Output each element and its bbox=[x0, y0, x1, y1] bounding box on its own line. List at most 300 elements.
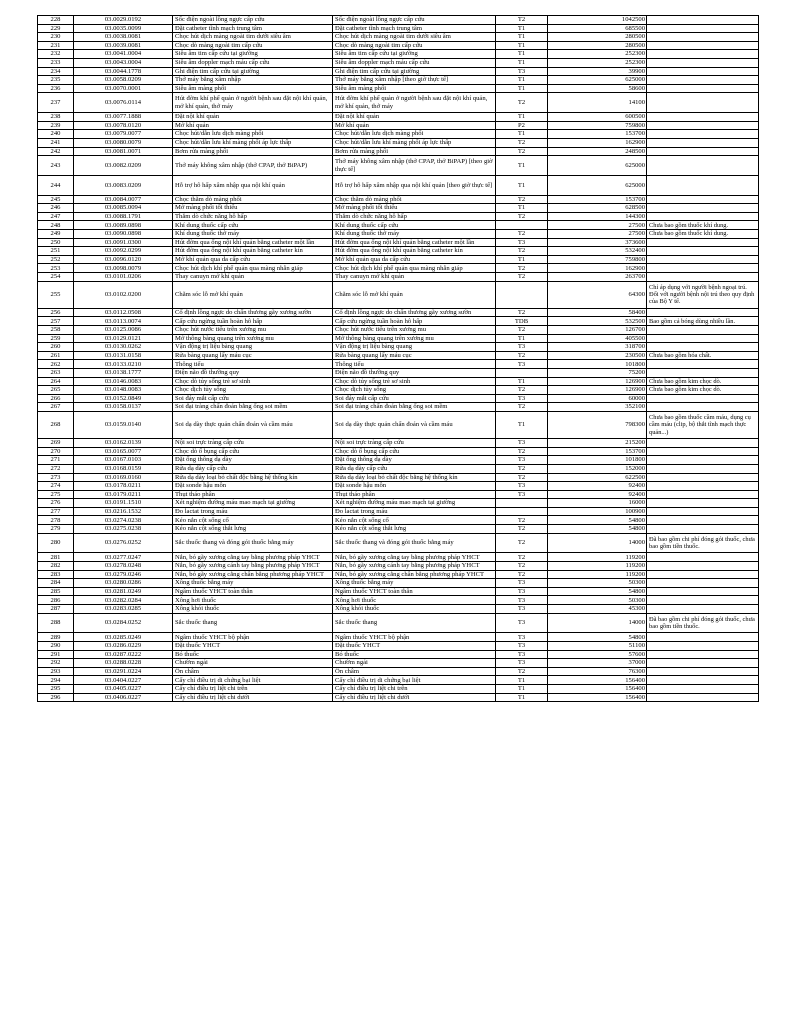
service-grade: T2 bbox=[496, 308, 548, 317]
service-price: 126700 bbox=[548, 326, 647, 335]
service-code: 03.0081.0071 bbox=[74, 147, 173, 156]
service-grade: T1 bbox=[496, 684, 548, 693]
service-grade: T3 bbox=[496, 456, 548, 465]
service-name-detail: Kéo nắn cột sống cổ bbox=[333, 516, 496, 525]
service-note bbox=[647, 684, 759, 693]
service-grade: T2 bbox=[496, 16, 548, 25]
service-name-detail: Thở máy không xâm nhập (thở CPAP, thở BiPAP) [theo giờ thực tế] bbox=[333, 156, 496, 176]
row-number: 280 bbox=[38, 533, 74, 553]
table-row bbox=[38, 230, 759, 239]
service-name-detail: Hút đờm qua ống nội khí quản bằng catheter một lần bbox=[333, 238, 496, 247]
service-note: Chưa bao gồm kim chọc dò. bbox=[647, 386, 759, 395]
table-row bbox=[38, 439, 759, 448]
service-grade: T1 bbox=[496, 204, 548, 213]
service-price: 100900 bbox=[548, 507, 647, 516]
service-name-detail: Ghi điện tim cấp cứu tại giường bbox=[333, 67, 496, 76]
service-name: Soi dạ dày thực quản chẩn đoán và cầm máu bbox=[173, 411, 333, 438]
service-price: 50300 bbox=[548, 579, 647, 588]
table-row bbox=[38, 58, 759, 67]
row-number: 244 bbox=[38, 175, 74, 195]
service-code: 03.0085.0094 bbox=[74, 204, 173, 213]
service-price: 27500 bbox=[548, 230, 647, 239]
row-number: 292 bbox=[38, 659, 74, 668]
service-code: 03.0159.0140 bbox=[74, 411, 173, 438]
row-number: 294 bbox=[38, 676, 74, 685]
row-number: 276 bbox=[38, 499, 74, 508]
table-row bbox=[38, 147, 759, 156]
service-code: 03.0281.0249 bbox=[74, 587, 173, 596]
service-code: 03.0035.0099 bbox=[74, 24, 173, 33]
row-number: 284 bbox=[38, 579, 74, 588]
service-note bbox=[647, 147, 759, 156]
service-name-detail: Bó thuốc bbox=[333, 650, 496, 659]
service-grade: T2 bbox=[496, 553, 548, 562]
service-code: 03.0098.0079 bbox=[74, 264, 173, 273]
service-name: Kéo nắn cột sống cổ bbox=[173, 516, 333, 525]
service-grade: T1 bbox=[496, 156, 548, 176]
service-note bbox=[647, 156, 759, 176]
service-name-detail: Chọc dò màng ngoài tim cấp cứu bbox=[333, 41, 496, 50]
table-row bbox=[38, 553, 759, 562]
row-number: 248 bbox=[38, 221, 74, 230]
table-row bbox=[38, 138, 759, 147]
row-number: 274 bbox=[38, 482, 74, 491]
service-code: 03.0076.0114 bbox=[74, 93, 173, 113]
service-grade: T3 bbox=[496, 67, 548, 76]
table-row bbox=[38, 403, 759, 412]
service-grade: T1 bbox=[496, 411, 548, 438]
service-price: 1042500 bbox=[548, 16, 647, 25]
table-row bbox=[38, 175, 759, 195]
service-code: 03.0058.0209 bbox=[74, 76, 173, 85]
service-name-detail: Ngâm thuốc YHCT bộ phận bbox=[333, 633, 496, 642]
table-row bbox=[38, 156, 759, 176]
service-name-detail: Soi dạ dày thực quản chẩn đoán và cầm máu bbox=[333, 411, 496, 438]
service-code: 03.0286.0229 bbox=[74, 642, 173, 651]
service-name-detail: Ngâm thuốc YHCT toàn thân bbox=[333, 587, 496, 596]
service-code: 03.0029.0192 bbox=[74, 16, 173, 25]
row-number: 241 bbox=[38, 138, 74, 147]
service-grade bbox=[496, 221, 548, 230]
service-note bbox=[647, 439, 759, 448]
row-number: 243 bbox=[38, 156, 74, 176]
service-name-detail: Hỗ trợ hô hấp xâm nhập qua nội khí quản [theo giờ thực tế] bbox=[333, 175, 496, 195]
service-price: 75200 bbox=[548, 368, 647, 377]
service-price: 625000 bbox=[548, 175, 647, 195]
service-grade: T3 bbox=[496, 439, 548, 448]
row-number: 259 bbox=[38, 334, 74, 343]
service-note bbox=[647, 50, 759, 59]
service-grade: T2 bbox=[496, 473, 548, 482]
service-grade: T2 bbox=[496, 247, 548, 256]
service-note bbox=[647, 490, 759, 499]
table-row bbox=[38, 130, 759, 139]
table-row bbox=[38, 684, 759, 693]
row-number: 266 bbox=[38, 394, 74, 403]
table-row bbox=[38, 281, 759, 308]
service-code: 03.0167.0103 bbox=[74, 456, 173, 465]
service-grade: T1 bbox=[496, 58, 548, 67]
service-name-detail: Thay canuyn mở khí quản bbox=[333, 273, 496, 282]
table-row bbox=[38, 308, 759, 317]
row-number: 247 bbox=[38, 212, 74, 221]
row-number: 270 bbox=[38, 447, 74, 456]
table-row bbox=[38, 562, 759, 571]
service-name: Sắc thuốc thang bbox=[173, 613, 333, 633]
row-number: 278 bbox=[38, 516, 74, 525]
service-grade: T1 bbox=[496, 130, 548, 139]
service-price: 126900 bbox=[548, 386, 647, 395]
service-code: 03.0039.0081 bbox=[74, 41, 173, 50]
service-name: Thở máy không xâm nhập (thở CPAP, thở BiPAP) bbox=[173, 156, 333, 176]
service-note bbox=[647, 507, 759, 516]
service-name-detail: Thụt tháo phân bbox=[333, 490, 496, 499]
service-grade: T1 bbox=[496, 175, 548, 195]
service-note: Đã bao gồm chi phí đóng gói thuốc, chưa bao gồm tiền thuốc. bbox=[647, 533, 759, 553]
service-code: 03.0285.0249 bbox=[74, 633, 173, 642]
service-code: 03.0277.0247 bbox=[74, 553, 173, 562]
table-row bbox=[38, 587, 759, 596]
table-row bbox=[38, 464, 759, 473]
table-row bbox=[38, 84, 759, 93]
service-price: 759800 bbox=[548, 121, 647, 130]
service-grade: T2 bbox=[496, 230, 548, 239]
service-note bbox=[647, 403, 759, 412]
table-row bbox=[38, 499, 759, 508]
service-code: 03.0178.0211 bbox=[74, 482, 173, 491]
service-name-detail: Sắc thuốc thang và đóng gói thuốc bằng máy bbox=[333, 533, 496, 553]
service-code: 03.0089.0898 bbox=[74, 221, 173, 230]
service-note bbox=[647, 482, 759, 491]
service-price: 119200 bbox=[548, 553, 647, 562]
service-note bbox=[647, 255, 759, 264]
table-row bbox=[38, 24, 759, 33]
service-note bbox=[647, 247, 759, 256]
service-name: Ngâm thuốc YHCT bộ phận bbox=[173, 633, 333, 642]
service-note bbox=[647, 130, 759, 139]
service-name: Chọc thăm dò màng phổi bbox=[173, 195, 333, 204]
service-name: Xông khói thuốc bbox=[173, 605, 333, 614]
service-code: 03.0113.0074 bbox=[74, 317, 173, 326]
service-code: 03.0406.0227 bbox=[74, 693, 173, 702]
service-note bbox=[647, 587, 759, 596]
service-code: 03.0079.0077 bbox=[74, 130, 173, 139]
service-code: 03.0080.0079 bbox=[74, 138, 173, 147]
service-price: 532500 bbox=[548, 317, 647, 326]
service-code: 03.0101.0206 bbox=[74, 273, 173, 282]
service-name: Chọc hút/dẫn lưu khí màng phổi áp lực thấp bbox=[173, 138, 333, 147]
service-grade: T2 bbox=[496, 138, 548, 147]
price-table-body bbox=[38, 16, 759, 702]
service-price: 532400 bbox=[548, 247, 647, 256]
service-note bbox=[647, 447, 759, 456]
service-note bbox=[647, 676, 759, 685]
service-grade: T1 bbox=[496, 50, 548, 59]
service-note: Chưa bao gồm thuốc khí dung. bbox=[647, 230, 759, 239]
service-note bbox=[647, 525, 759, 534]
service-code: 03.0083.0209 bbox=[74, 175, 173, 195]
service-note bbox=[647, 473, 759, 482]
service-grade: TDB bbox=[496, 317, 548, 326]
service-name: Cấy chỉ điều trị liệt chi trên bbox=[173, 684, 333, 693]
service-note: Bao gồm cả bóng dùng nhiều lần. bbox=[647, 317, 759, 326]
table-row bbox=[38, 490, 759, 499]
service-name: Ghi điện tim cấp cứu tại giường bbox=[173, 67, 333, 76]
row-number: 246 bbox=[38, 204, 74, 213]
table-row bbox=[38, 351, 759, 360]
service-price: 54800 bbox=[548, 525, 647, 534]
table-row bbox=[38, 221, 759, 230]
row-number: 234 bbox=[38, 67, 74, 76]
service-price: 628500 bbox=[548, 204, 647, 213]
service-price: 625000 bbox=[548, 76, 647, 85]
service-name: Sốc điện ngoài lồng ngực cấp cứu bbox=[173, 16, 333, 25]
service-note: Chưa bao gồm kim chọc dò. bbox=[647, 377, 759, 386]
service-code: 03.0102.0200 bbox=[74, 281, 173, 308]
service-name: Thông tiểu bbox=[173, 360, 333, 369]
service-name-detail: Chườm ngải bbox=[333, 659, 496, 668]
service-name: Siêu âm doppler mạch máu cấp cứu bbox=[173, 58, 333, 67]
service-name: Nội soi trực tràng cấp cứu bbox=[173, 439, 333, 448]
service-price: 126900 bbox=[548, 377, 647, 386]
service-name-detail: Rửa dạ dày loại bỏ chất độc bằng hệ thống kín bbox=[333, 473, 496, 482]
service-grade: T3 bbox=[496, 482, 548, 491]
service-name-detail: Thông tiểu bbox=[333, 360, 496, 369]
table-row bbox=[38, 533, 759, 553]
service-note bbox=[647, 195, 759, 204]
row-number: 267 bbox=[38, 403, 74, 412]
row-number: 240 bbox=[38, 130, 74, 139]
service-price: 798300 bbox=[548, 411, 647, 438]
table-row bbox=[38, 212, 759, 221]
service-grade: T3 bbox=[496, 633, 548, 642]
row-number: 277 bbox=[38, 507, 74, 516]
service-grade: T1 bbox=[496, 84, 548, 93]
row-number: 251 bbox=[38, 247, 74, 256]
table-row bbox=[38, 67, 759, 76]
service-name: Đặt nội khí quản bbox=[173, 113, 333, 122]
service-grade: T1 bbox=[496, 24, 548, 33]
service-price: 215200 bbox=[548, 439, 647, 448]
service-code: 03.0216.1532 bbox=[74, 507, 173, 516]
service-code: 03.0165.0077 bbox=[74, 447, 173, 456]
row-number: 289 bbox=[38, 633, 74, 642]
table-row bbox=[38, 676, 759, 685]
service-name-detail: Mở thông bàng quang trên xương mu bbox=[333, 334, 496, 343]
service-name: Chăm sóc lỗ mở khí quản bbox=[173, 281, 333, 308]
service-grade: T1 bbox=[496, 377, 548, 386]
service-price: 92400 bbox=[548, 490, 647, 499]
service-code: 03.0070.0001 bbox=[74, 84, 173, 93]
table-row bbox=[38, 633, 759, 642]
row-number: 275 bbox=[38, 490, 74, 499]
service-name-detail: Thăm dò chức năng hô hấp bbox=[333, 212, 496, 221]
service-name: Hỗ trợ hô hấp xâm nhập qua nội khí quản bbox=[173, 175, 333, 195]
service-grade bbox=[496, 507, 548, 516]
table-row bbox=[38, 667, 759, 676]
service-name-detail: Chọc dịch tủy sống bbox=[333, 386, 496, 395]
service-name: Cấy chỉ điều trị di chứng bại liệt bbox=[173, 676, 333, 685]
row-number: 263 bbox=[38, 368, 74, 377]
service-price: 263700 bbox=[548, 273, 647, 282]
service-name-detail: Cấp cứu ngừng tuần hoàn hô hấp bbox=[333, 317, 496, 326]
row-number: 262 bbox=[38, 360, 74, 369]
service-name: Chọc hút nước tiểu trên xương mu bbox=[173, 326, 333, 335]
service-code: 03.0092.0299 bbox=[74, 247, 173, 256]
service-name: Nắn, bó gãy xương cẳng tay bằng phương pháp YHCT bbox=[173, 553, 333, 562]
service-note bbox=[647, 343, 759, 352]
table-row bbox=[38, 360, 759, 369]
service-price: 153700 bbox=[548, 195, 647, 204]
service-name-detail: Kéo nắn cột sống thắt lưng bbox=[333, 525, 496, 534]
table-row bbox=[38, 113, 759, 122]
service-name: Mở màng phổi tối thiểu bbox=[173, 204, 333, 213]
row-number: 296 bbox=[38, 693, 74, 702]
row-number: 252 bbox=[38, 255, 74, 264]
service-grade: T3 bbox=[496, 394, 548, 403]
table-row bbox=[38, 121, 759, 130]
table-row bbox=[38, 204, 759, 213]
service-name: Thay canuyn mở khí quản bbox=[173, 273, 333, 282]
service-code: 03.0280.0286 bbox=[74, 579, 173, 588]
row-number: 230 bbox=[38, 33, 74, 42]
service-price: 119200 bbox=[548, 570, 647, 579]
row-number: 272 bbox=[38, 464, 74, 473]
service-code: 03.0146.0083 bbox=[74, 377, 173, 386]
table-row bbox=[38, 596, 759, 605]
service-name-detail: Thở máy bằng xâm nhập [theo giờ thực tế] bbox=[333, 76, 496, 85]
service-code: 03.0288.0228 bbox=[74, 659, 173, 668]
service-code: 03.0162.0139 bbox=[74, 439, 173, 448]
service-note bbox=[647, 113, 759, 122]
service-grade: T3 bbox=[496, 343, 548, 352]
row-number: 281 bbox=[38, 553, 74, 562]
service-price: 152000 bbox=[548, 464, 647, 473]
service-note bbox=[647, 368, 759, 377]
service-name: Rửa dạ dày cấp cứu bbox=[173, 464, 333, 473]
service-price: 14000 bbox=[548, 613, 647, 633]
service-price: 252300 bbox=[548, 58, 647, 67]
table-row bbox=[38, 264, 759, 273]
service-name: Chọc dịch tủy sống bbox=[173, 386, 333, 395]
row-number: 271 bbox=[38, 456, 74, 465]
service-name: Nắn, bó gãy xương cẳng chân bằng phương pháp YHCT bbox=[173, 570, 333, 579]
service-grade: T2 bbox=[496, 264, 548, 273]
service-code: 03.0275.0238 bbox=[74, 525, 173, 534]
service-note bbox=[647, 138, 759, 147]
service-code: 03.0084.0077 bbox=[74, 195, 173, 204]
table-row bbox=[38, 659, 759, 668]
service-note bbox=[647, 264, 759, 273]
service-note bbox=[647, 642, 759, 651]
row-number: 279 bbox=[38, 525, 74, 534]
service-grade: T2 bbox=[496, 147, 548, 156]
service-code: 03.0129.0121 bbox=[74, 334, 173, 343]
service-code: 03.0038.0081 bbox=[74, 33, 173, 42]
service-note bbox=[647, 650, 759, 659]
row-number: 260 bbox=[38, 343, 74, 352]
row-number: 229 bbox=[38, 24, 74, 33]
row-number: 285 bbox=[38, 587, 74, 596]
table-row bbox=[38, 317, 759, 326]
service-code: 03.0274.0238 bbox=[74, 516, 173, 525]
service-price: 76300 bbox=[548, 667, 647, 676]
service-price: 119200 bbox=[548, 562, 647, 571]
service-name-detail: Chọc hút dịch khí phế quản qua màng nhẫn giáp bbox=[333, 264, 496, 273]
service-name: Chọc hút/dẫn lưu dịch màng phổi bbox=[173, 130, 333, 139]
service-name-detail: Siêu âm màng phổi bbox=[333, 84, 496, 93]
row-number: 282 bbox=[38, 562, 74, 571]
service-price: 248500 bbox=[548, 147, 647, 156]
service-price: 162900 bbox=[548, 264, 647, 273]
table-row bbox=[38, 642, 759, 651]
service-name: Ngâm thuốc YHCT toàn thân bbox=[173, 587, 333, 596]
service-price: 600500 bbox=[548, 113, 647, 122]
service-grade: T3 bbox=[496, 596, 548, 605]
service-code: 03.0283.0285 bbox=[74, 605, 173, 614]
service-grade: T3 bbox=[496, 587, 548, 596]
service-name: Nắn, bó gãy xương cánh tay bằng phương pháp YHCT bbox=[173, 562, 333, 571]
service-note bbox=[647, 596, 759, 605]
service-note bbox=[647, 562, 759, 571]
service-price: 16000 bbox=[548, 499, 647, 508]
table-row bbox=[38, 273, 759, 282]
service-note bbox=[647, 58, 759, 67]
service-grade: T1 bbox=[496, 76, 548, 85]
row-number: 290 bbox=[38, 642, 74, 651]
service-name-detail: Siêu âm tim cấp cứu tại giường bbox=[333, 50, 496, 59]
service-name: Hút đờm khí phế quản ở người bệnh sau đặt nội khí quản, mở khí quản, thở máy bbox=[173, 93, 333, 113]
service-note: Chưa bao gồm thuốc cầm máu, dụng cụ cầm máu (clip, bộ thắt tĩnh mạch thực quản...) bbox=[647, 411, 759, 438]
service-grade: T3 bbox=[496, 579, 548, 588]
table-row bbox=[38, 255, 759, 264]
service-code: 03.0130.0262 bbox=[74, 343, 173, 352]
service-name: Xét nghiệm đường máu mao mạch tại giường bbox=[173, 499, 333, 508]
service-grade: T2 bbox=[496, 403, 548, 412]
service-code: 03.0278.0248 bbox=[74, 562, 173, 571]
service-name-detail: Xông thuốc bằng máy bbox=[333, 579, 496, 588]
service-grade: T2 bbox=[496, 195, 548, 204]
service-price: 144300 bbox=[548, 212, 647, 221]
row-number: 249 bbox=[38, 230, 74, 239]
service-code: 03.0078.0120 bbox=[74, 121, 173, 130]
service-code: 03.0405.0227 bbox=[74, 684, 173, 693]
service-name-detail: Cấy chỉ điều trị liệt chi trên bbox=[333, 684, 496, 693]
service-name-detail: Đặt nội khí quản bbox=[333, 113, 496, 122]
service-name: Cấp cứu ngừng tuần hoàn hô hấp bbox=[173, 317, 333, 326]
row-number: 235 bbox=[38, 76, 74, 85]
table-row bbox=[38, 693, 759, 702]
service-price: 27500 bbox=[548, 221, 647, 230]
service-grade: T1 bbox=[496, 693, 548, 702]
service-name-detail: Siêu âm doppler mạch máu cấp cứu bbox=[333, 58, 496, 67]
service-code: 03.0088.1791 bbox=[74, 212, 173, 221]
service-name-detail: Chọc dò tủy sống trẻ sơ sinh bbox=[333, 377, 496, 386]
service-name: Rửa dạ dày loại bỏ chất độc bằng hệ thống kín bbox=[173, 473, 333, 482]
service-note bbox=[647, 360, 759, 369]
service-name: Thở máy bằng xâm nhập bbox=[173, 76, 333, 85]
service-price: 50300 bbox=[548, 596, 647, 605]
service-grade: T1 bbox=[496, 113, 548, 122]
service-name: Điện não đồ thường quy bbox=[173, 368, 333, 377]
service-name-detail: Xông hơi thuốc bbox=[333, 596, 496, 605]
service-name: Siêu âm tim cấp cứu tại giường bbox=[173, 50, 333, 59]
service-grade: T3 bbox=[496, 360, 548, 369]
service-note bbox=[647, 693, 759, 702]
service-grade: T2 bbox=[496, 386, 548, 395]
service-note bbox=[647, 570, 759, 579]
service-price: 101800 bbox=[548, 456, 647, 465]
